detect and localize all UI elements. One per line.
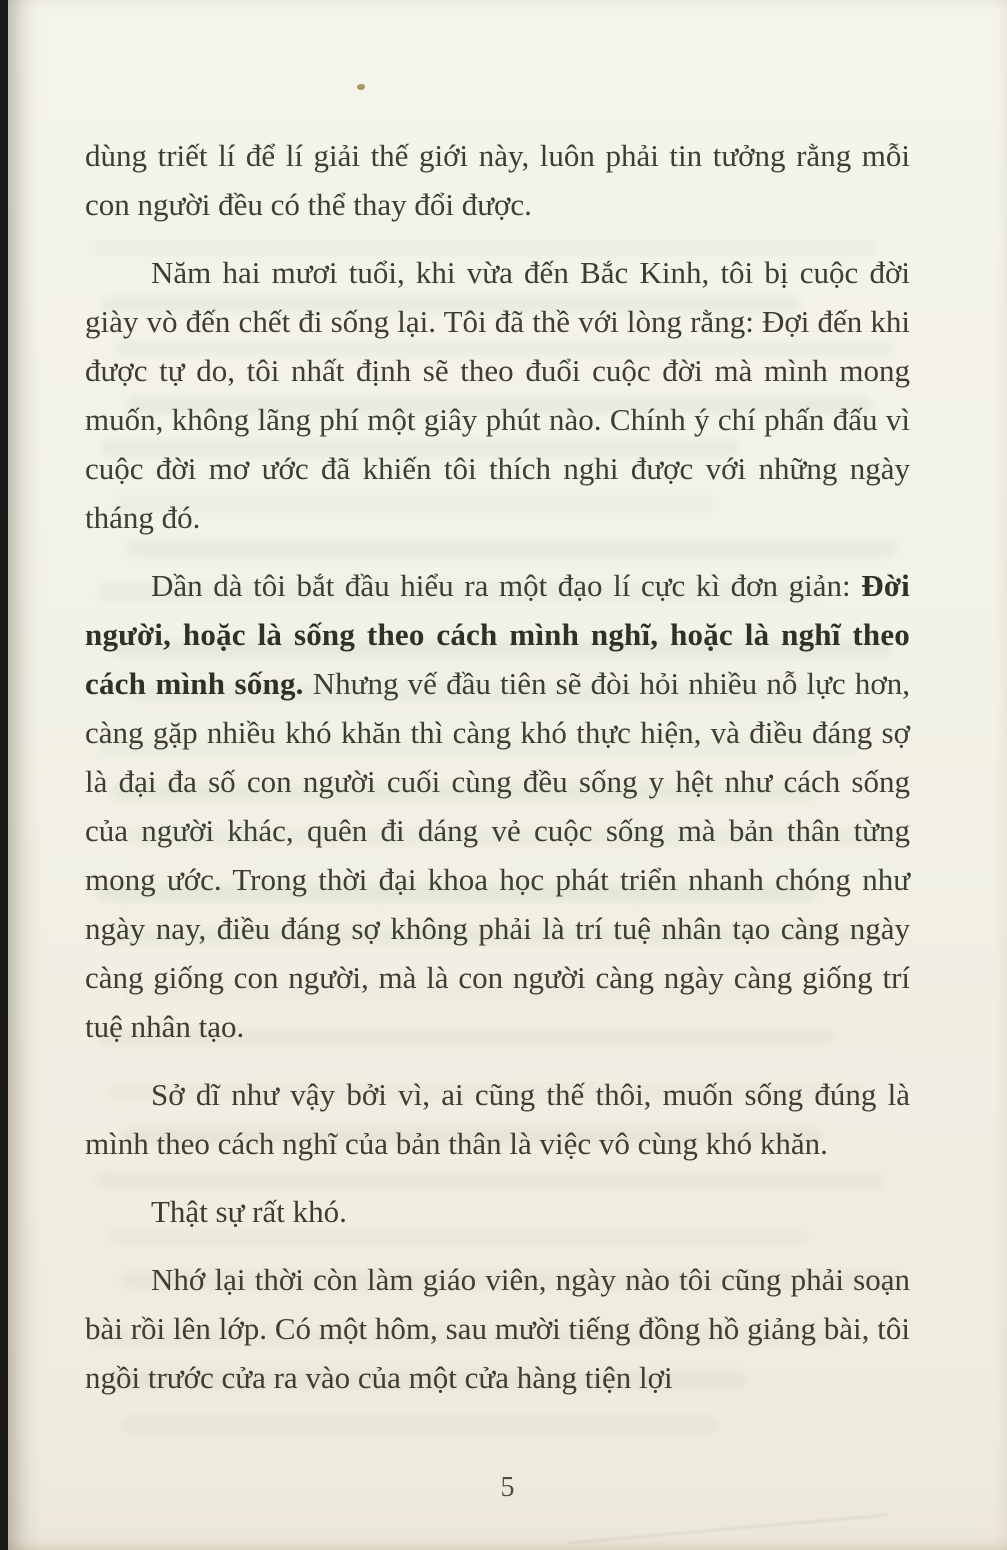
paragraph [85,1070,910,1168]
body-text: Năm hai mươi tuổi, khi vừa đến Bắc Kinh, tôi bị cuộc đời giày vò đến chết đi sống lại. Tôi đã thề với lòng rằng: Đợi đến khi được tự do, tôi nhất định sẽ theo đuổi cuộc đời mà mình mong muốn, không lãng phí một giây phút nào. Chính ý chí phấn đấu vì cuộc đời mơ ước đã khiến tôi thích nghi được với những ngày tháng đó. [85,255,910,535]
book-page [8,0,1007,1550]
paragraph [85,248,910,542]
paragraph [85,131,910,229]
bleedthrough-line [120,1416,720,1433]
body-text: Nhưng vế đầu tiên sẽ đòi hỏi nhiều nỗ lực hơn, càng gặp nhiều khó khăn thì càng khó thực hiện, và điều đáng sợ là đại đa số con người cuối cùng đều sống y hệt như cách sống của người khác, quên đi dáng vẻ cuộc sống mà bản thân từng mong ước. Trong thời đại khoa học phát triển nhanh chóng như ngày nay, điều đáng sợ không phải là trí tuệ nhân tạo càng ngày càng giống con người, mà là con người càng ngày càng giống trí tuệ nhân tạo. [85,666,910,1044]
paragraph [85,1255,910,1402]
body-text: Thật sự rất khó. [151,1194,347,1229]
dust-speck [357,84,365,90]
body-text: Sở dĩ như vậy bởi vì, ai cũng thế thôi, muốn sống đúng là mình theo cách nghĩ của bản thân là việc vô cùng khó khăn. [85,1077,910,1161]
paragraph [85,561,910,1051]
body-text: Dần dà tôi bắt đầu hiểu ra một đạo lí cực kì đơn giản: [151,568,862,603]
page-number: 5 [500,1472,515,1503]
emphasized-text: Đời người, hoặc là sống theo cách mình nghĩ, hoặc là nghĩ theo cách mình sống. [85,568,910,701]
page-text [85,131,910,1402]
body-text: Nhớ lại thời còn làm giáo viên, ngày nào tôi cũng phải soạn bài rồi lên lớp. Có một hôm, sau mười tiếng đồng hồ giảng bài, tôi ngồi trước cửa ra vào của một cửa hàng tiện lợi [85,1262,910,1395]
paragraph [85,1187,910,1236]
body-text: dùng triết lí để lí giải thế giới này, luôn phải tin tưởng rằng mỗi con người đều có thể thay đổi được. [85,138,910,222]
paper-crease [569,1514,888,1544]
book-spine-edge [0,0,8,1550]
